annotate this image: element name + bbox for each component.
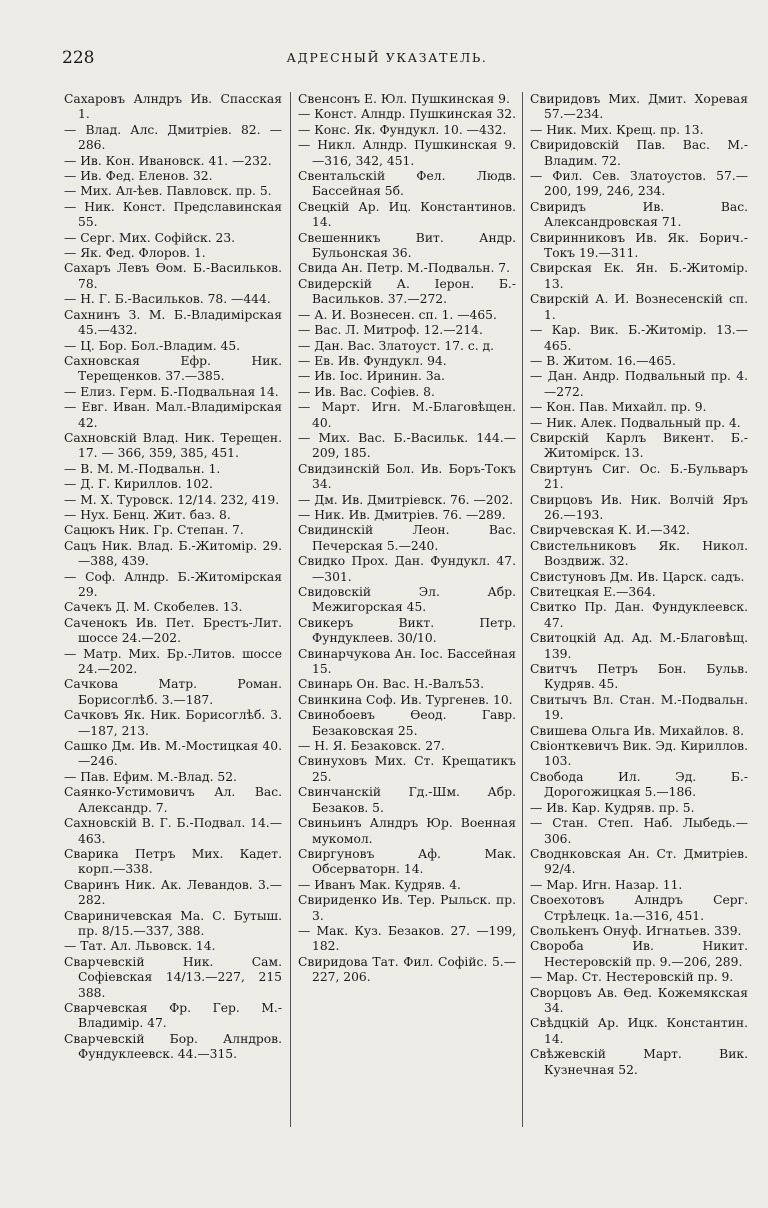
directory-entry: Свитычъ Вл. Стан. М.-Подвальн. 19. [530,692,748,723]
page-number: 228 [62,48,95,68]
directory-entry: Свидерскій А. Іерон. Б.-Васильков. 37.—272. [298,276,516,307]
directory-entry: Свикеръ Викт. Петр. Фундуклеев. 30/10. [298,615,516,646]
directory-entry: — Вас. Л. Митроф. 12.—214. [298,323,483,338]
directory-entry: Свидовскій Эл. Абр. Межигорская 45. [298,585,516,615]
directory-entry: Свирская Ек. Ян. Б.-Житомір. 13. [530,261,748,291]
directory-entry: — Мар. Ст. Нестеровскій пр. 9. [530,970,734,985]
directory-entry: Свитоцкій Ад. Ад. М.-Благовѣщ. 139. [530,631,748,661]
directory-entry: Сачекъ Д. М. Скобелев. 13. [64,600,243,615]
directory-entry: — Матр. Мих. Бр.-Литов. шоссе 24.—202. [64,646,282,677]
directory-entry: Свобода Ил. Эд. Б.-Дорогожицкая 5.—186. [530,769,748,800]
directory-entry: — Иванъ Мак. Кудряв. 4. [298,877,461,892]
directory-entry: Свидинскій Леон. Вас. Печерская 5.—240. [298,523,516,553]
directory-entry: — Мих. Вас. Б.-Васильк. 144.—209, 185. [298,430,516,461]
directory-entry: Свирчевская К. И.—342. [530,523,690,538]
address-columns [64,92,748,1172]
column-divider [290,92,291,1127]
column-divider [522,92,523,1127]
directory-entry: Сахновская Ефр. Ник. Терещенков. 37.—385. [64,353,282,384]
directory-entry: — Ив. Вас. Софіев. 8. [298,384,435,399]
directory-entry: Сварчевская Фр. Гер. М.-Владимір. 47. [64,1000,282,1031]
directory-entry: — Ц. Бор. Бол.-Владим. 45. [64,338,241,353]
directory-entry: Сахновскій Влад. Ник. Терещен. 17. — 366, 359, 385, 451. [64,430,282,461]
directory-entry: — Фил. Сев. Златоустов. 57.—200, 199, 246, 234. [530,169,748,199]
directory-entry: Сварчевскій Ник. Сам. Софіевская 14/13.—227, 215 388. [64,954,282,1000]
directory-entry: — Мар. Игн. Назар. 11. [530,877,683,892]
directory-entry: — Ив. Кон. Ивановск. 41. —232. [64,153,272,168]
directory-entry: — Конс. Як. Фундукл. 10. —432. [298,122,507,137]
directory-entry: Свистуновъ Дм. Ив. Царск. садъ. [530,569,745,584]
directory-entry: — Мих. Ал-ѣев. Павловск. пр. 5. [64,184,272,199]
column-3 [530,92,748,1078]
directory-entry: — Нух. Бенц. Жит. баз. 8. [64,507,231,522]
directory-entry: — Ив. Іос. Иринин. 3а. [298,369,445,384]
directory-entry: Свѣжевскій Март. Вик. Кузнечная 52. [530,1047,748,1077]
directory-entry: — Влад. Алс. Дмитріев. 82. —286. [64,122,282,153]
directory-entry: — Март. Игн. М.-Благовѣщен. 40. [298,400,516,430]
directory-entry: — Ник. Мих. Крещ. пр. 13. [530,122,704,137]
directory-entry: Сваринъ Ник. Ак. Левандов. 3.—282. [64,877,282,908]
directory-entry: — Мак. Куз. Безаков. 27. —199, 182. [298,923,516,954]
directory-entry: Свирскій А. И. Вознесенскій сп. 1. [530,292,748,322]
column-1 [64,92,282,1063]
directory-entry: Своробa Ив. Никит. Нестеровскій пр. 9.—206, 289. [530,939,748,969]
directory-entry: Свентальскій Фел. Людв. Бассейная 5б. [298,169,516,199]
directory-entry: Свирцовъ Ив. Ник. Волчій Яръ 26.—193. [530,492,748,522]
directory-entry: Своехотовъ Алндръ Серг. Стрѣлецк. 1а.—316, 451. [530,893,748,923]
directory-entry: — А. И. Вознесен. сп. 1. —465. [298,307,497,322]
directory-entry: Сварика Петръ Мих. Кадет. корп.—338. [64,846,282,877]
directory-entry: Свѣдцкій Ар. Ицк. Константин. 14. [530,1016,748,1046]
directory-entry: Свариничевская Ма. С. Бутыш. пр. 8/15.—337, 388. [64,908,282,938]
directory-entry: — Ив. Фед. Еленов. 32. [64,169,213,184]
directory-entry: — Дм. Ив. Дмитріевск. 76. —202. [298,492,514,507]
directory-entry: Свиридова Тат. Фил. Софійс. 5.—227, 206. [298,954,516,985]
directory-entry: Сахновскій В. Г. Б.-Подвал. 14.—463. [64,816,282,846]
directory-entry: — Евг. Иван. Мал.-Владимірская 42. [64,400,282,430]
directory-entry: Свишева Ольга Ив. Михайлов. 8. [530,723,745,738]
directory-entry: — Ев. Ив. Фундукл. 94. [298,353,447,368]
directory-entry: Свидко Прох. Дан. Фундукл. 47.—301. [298,554,516,584]
directory-entry: Свинарь Он. Вас. Н.-Валъ53. [298,677,485,692]
directory-entry: — Стан. Степ. Наб. Лыбедь.—306. [530,816,748,846]
directory-entry: Свирскій Карлъ Викент. Б.-Житомірск. 13. [530,430,748,461]
column-2 [298,92,516,986]
directory-entry: Свитчъ Петръ Бон. Бульв. Кудряв. 45. [530,662,748,692]
directory-entry: — Ник. Ив. Дмитріев. 76. —289. [298,507,506,522]
directory-entry: Сацюкъ Ник. Гр. Степан. 7. [64,523,244,538]
directory-entry: Свецкій Ар. Иц. Константинов. 14. [298,199,516,230]
directory-entry: Свириденко Ив. Тер. Рыльск. пр. 3. [298,893,516,923]
directory-entry: Свешенникъ Вит. Андр. Бульонская 36. [298,230,516,261]
directory-entry: — Серг. Мих. Софійск. 23. [64,230,236,245]
directory-entry: — Никл. Алндр. Пушкинская 9.—316, 342, 451. [298,138,516,168]
directory-entry: — В. М. М.-Подвальн. 1. [64,461,221,476]
directory-entry: Свида Ан. Петр. М.-Подвальн. 7. [298,261,511,276]
directory-entry: — Тат. Ал. Львовск. 14. [64,939,216,954]
directory-entry: — Н. Я. Безаковск. 27. [298,739,445,754]
directory-entry: Сахаръ Левъ Ѳом. Б.-Васильков. 78. [64,261,282,291]
directory-entry: Свиридовскій Пав. Вас. М.-Владим. 72. [530,138,748,168]
directory-entry: — Ив. Кар. Кудряв. пр. 5. [530,800,695,815]
directory-entry: Сварчевскій Бор. Алндров. Фундуклеевск. 44.—315. [64,1031,282,1062]
directory-entry: Сворцовъ Ав. Ѳед. Кожемякская 34. [530,985,748,1015]
directory-entry: Саянко-Устимовичъ Ал. Вас. Александр. 7. [64,785,282,815]
directory-entry: — Ник. Алек. Подвальный пр. 4. [530,415,741,430]
directory-entry: Свенсонъ Е. Юл. Пушкинская 9. [298,92,510,106]
directory-entry: Свинобоевъ Ѳеод. Гавр. Безаковская 25. [298,708,516,738]
directory-entry: — Дан. Андр. Подвальный пр. 4.—272. [530,369,748,399]
directory-entry: — Кар. Вик. Б.-Житомір. 13.—465. [530,323,748,353]
directory-entry: Свиргуновъ Аф. Мак. Обсерваторн. 14. [298,846,516,877]
directory-entry: — Конст. Алндр. Пушкинская 32. [298,107,517,122]
directory-entry: Свиртунъ Сиг. Ос. Б.-Бульваръ 21. [530,461,748,492]
directory-entry: — Пав. Ефим. М.-Влад. 52. [64,769,237,784]
directory-entry: Сачкова Матр. Роман. Борисоглѣб. 3.—187. [64,677,282,707]
running-title: АДРЕСНЫЙ УКАЗАТЕЛЬ. [286,50,488,65]
directory-entry: Сашко Дм. Ив. М.-Мостицкая 40.—246. [64,739,282,769]
directory-entry: Свіонткевичъ Вик. Эд. Кириллов. 103. [530,739,748,769]
directory-entry: Своднковская Ан. Ст. Дмитріев. 92/4. [530,846,748,877]
directory-entry: Сахаровъ Алндръ Ив. Спасская 1. [64,92,282,122]
directory-entry: Свинчанскій Гд.-Шм. Абр. Безаков. 5. [298,785,516,815]
directory-entry: — Елиз. Герм. Б.-Подвальная 14. [64,384,279,399]
directory-entry: — Н. Г. Б.-Васильков. 78. —444. [64,292,271,307]
directory-entry: Свидзинскій Бол. Ив. Боръ-Токъ 34. [298,461,516,492]
directory-entry: — М. Х. Туровск. 12/14. 232, 419. [64,492,280,507]
directory-entry: Свольkенъ Онуф. Игнатьев. 339. [530,923,742,938]
directory-entry: — В. Житом. 16.—465. [530,353,676,368]
page-header [62,48,712,70]
directory-entry: — Дан. Вас. Златоуст. 17. с. д. [298,338,495,353]
directory-entry: Сахнинъ З. М. Б.-Владимірская 45.—432. [64,307,282,338]
directory-entry: — Ник. Конст. Предславинская 55. [64,199,282,230]
directory-entry: — Кон. Пав. Михайл. пр. 9. [530,400,707,415]
directory-entry: Свиньинъ Алндръ Юр. Военная мукомол. [298,816,516,846]
directory-entry: Сацъ Ник. Влад. Б.-Житомір. 29.—388, 439. [64,538,282,569]
directory-entry: — Як. Фед. Флоров. 1. [64,246,206,261]
directory-entry: Сачковъ Як. Ник. Борисоглѣб. 3.—187, 213. [64,708,282,738]
directory-entry: — Д. Г. Кириллов. 102. [64,477,213,492]
directory-entry: Свинкина Соф. Ив. Тургенев. 10. [298,692,513,707]
directory-entry: Свинарчукова Ан. Іос. Бассейная 15. [298,646,516,677]
directory-entry: Свиридъ Ив. Вас. Александровская 71. [530,199,748,230]
directory-entry: Свинуховъ Мих. Ст. Крещатикъ 25. [298,754,516,784]
directory-entry: Свиринниковъ Ив. Як. Борич.-Токъ 19.—311. [530,230,748,261]
directory-entry: — Соф. Алндр. Б.-Житомірская 29. [64,569,282,599]
directory-entry: Свистельниковъ Як. Никол. Воздвиж. 32. [530,538,748,569]
directory-entry: Свиридовъ Мих. Дмит. Хоревая 57.—234. [530,92,748,122]
directory-entry: Свитецкая Е.—364. [530,585,656,599]
directory-entry: Саченокъ Ив. Пет. Брестъ-Лит. шоссе 24.—202. [64,615,282,646]
directory-entry: Свитко Пр. Дан. Фундуклеевск. 47. [530,600,748,630]
